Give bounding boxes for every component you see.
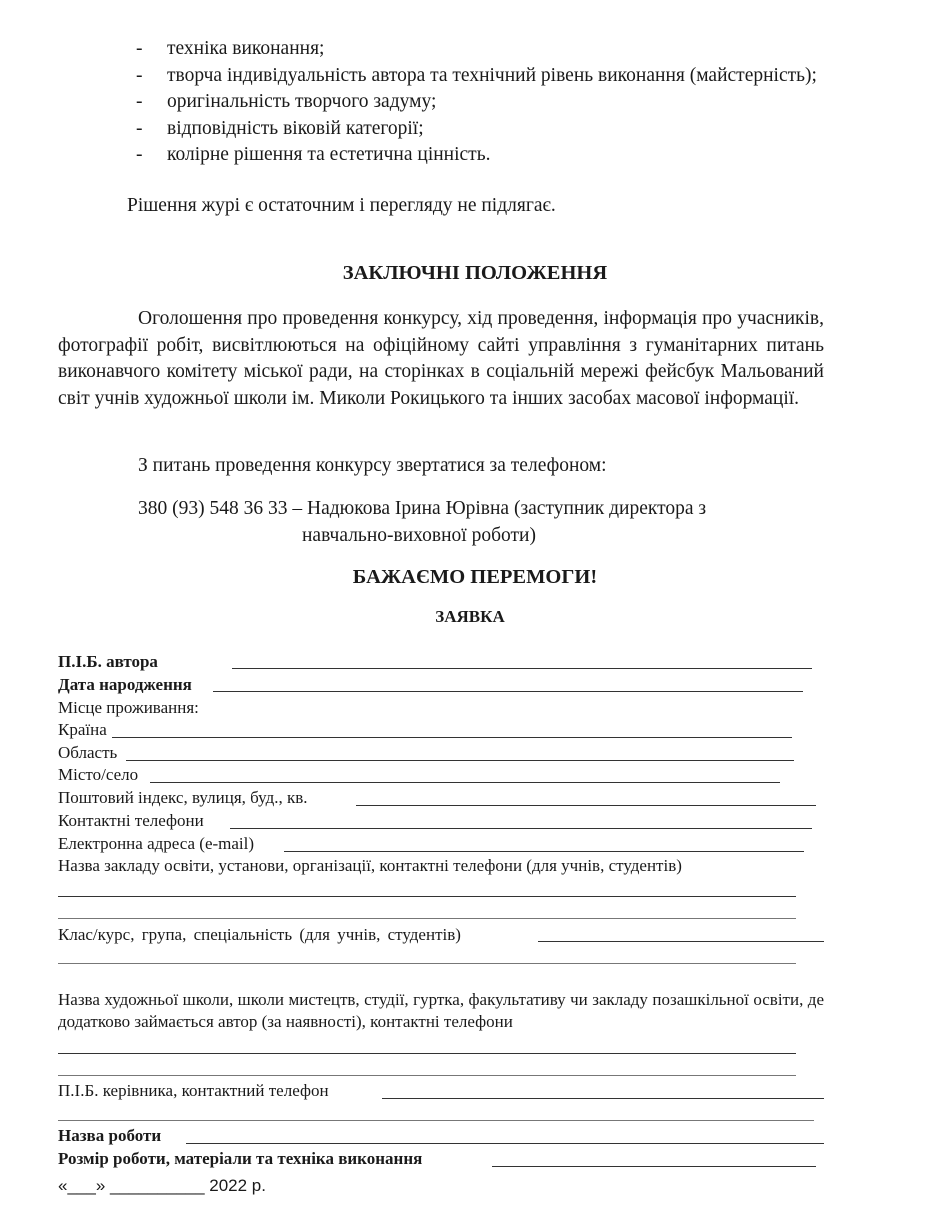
birth-date-field[interactable] <box>213 691 803 692</box>
supervisor-field[interactable] <box>382 1098 824 1099</box>
contact-intro: З питань проведення конкурсу звертатися за телефоном: <box>138 455 607 476</box>
email-label: Електронна адреса (e-mail) <box>58 834 255 853</box>
application-title: ЗАЯВКА <box>435 607 505 626</box>
work-size-label: Розмір роботи, матеріали та техніка виконання <box>58 1149 423 1168</box>
criteria-text: творча індивідуальність автора та технічний рівень виконання (майстерність); <box>167 64 817 86</box>
art-school-field-1[interactable] <box>58 1053 796 1054</box>
criteria-item <box>136 116 836 143</box>
criteria-text: оригінальність творчого задуму; <box>167 91 437 112</box>
postal-label: Поштовий індекс, вулиця, буд., кв. <box>58 788 308 807</box>
criteria-list <box>136 36 836 169</box>
city-label: Місто/село <box>58 765 139 784</box>
region-field[interactable] <box>126 760 794 761</box>
art-school-field-2[interactable] <box>58 1075 796 1076</box>
criteria-item <box>136 63 836 90</box>
residence-label: Місце проживання: <box>58 698 199 717</box>
criteria-item <box>136 142 836 169</box>
postal-field[interactable] <box>356 805 816 806</box>
phones-label: Контактні телефони <box>58 811 204 830</box>
supervisor-field-2[interactable] <box>58 1120 814 1121</box>
author-name-field[interactable] <box>232 668 812 669</box>
dash-marker: - <box>136 64 143 86</box>
author-name-label: П.І.Б. автора <box>58 652 158 671</box>
final-paragraph: Оголошення про проведення конкурсу, хід проведення, інформація про учасників, фотографії робіт, висвітлюються на офіційному сайті управління з гуманітарних питань виконавчого комітету міської ради, на сторінках в соціальній мережі фейсбук Мальований світ учнів художньої школи ім. Миколи Рокицького та інших засобах масової інформації. <box>58 308 824 409</box>
contact-line-2: навчально-виховної роботи) <box>302 524 536 546</box>
work-title-field[interactable] <box>186 1143 824 1144</box>
country-field[interactable] <box>112 737 792 738</box>
final-provisions-heading: ЗАКЛЮЧНІ ПОЛОЖЕННЯ <box>342 262 608 284</box>
supervisor-label: П.І.Б. керівника, контактний телефон <box>58 1081 329 1100</box>
birth-date-label: Дата народження <box>58 675 192 694</box>
dash-marker: - <box>136 91 143 112</box>
criteria-text: колірне рішення та естетична цінність. <box>167 144 491 165</box>
institution-label: Назва закладу освіти, установи, організації, контактні телефони (для учнів, студентів) <box>58 856 682 875</box>
criteria-text: техніка виконання; <box>167 38 325 59</box>
class-label: Клас/курс, група, спеціальність (для учнів, студентів) <box>58 925 461 944</box>
class-field[interactable] <box>538 941 824 942</box>
wish-heading: БАЖАЄМО ПЕРЕМОГИ! <box>352 566 598 588</box>
institution-field-1[interactable] <box>58 896 796 897</box>
dash-marker: - <box>136 144 143 165</box>
contact-info <box>138 496 828 549</box>
region-label: Область <box>58 743 118 762</box>
criteria-text: відповідність віковій категорії; <box>167 117 424 139</box>
art-school-label: Назва художньої школи, школи мистецтв, студії, гуртка, факультативу чи закладу позашкільної освіти, де додатково займається автор (за наявності), контактні телефони <box>58 990 824 1031</box>
criteria-item <box>136 36 836 63</box>
dash-marker: - <box>136 38 143 59</box>
institution-field-2[interactable] <box>58 918 796 919</box>
class-field-2[interactable] <box>58 963 796 964</box>
country-label: Країна <box>58 720 107 739</box>
dash-marker: - <box>136 117 143 139</box>
phones-field[interactable] <box>230 828 812 829</box>
date-line[interactable]: «___» __________ 2022 р. <box>58 1176 266 1195</box>
contact-line-1: 380 (93) 548 36 33 – Надюкова Ірина Юрівна (заступник директора з <box>138 498 707 519</box>
jury-decision: Рішення журі є остаточним і перегляду не підлягає. <box>127 195 556 216</box>
email-field[interactable] <box>284 851 804 852</box>
work-title-label: Назва роботи <box>58 1126 162 1145</box>
city-field[interactable] <box>150 782 780 783</box>
work-size-field[interactable] <box>492 1166 816 1167</box>
criteria-item <box>136 89 836 116</box>
